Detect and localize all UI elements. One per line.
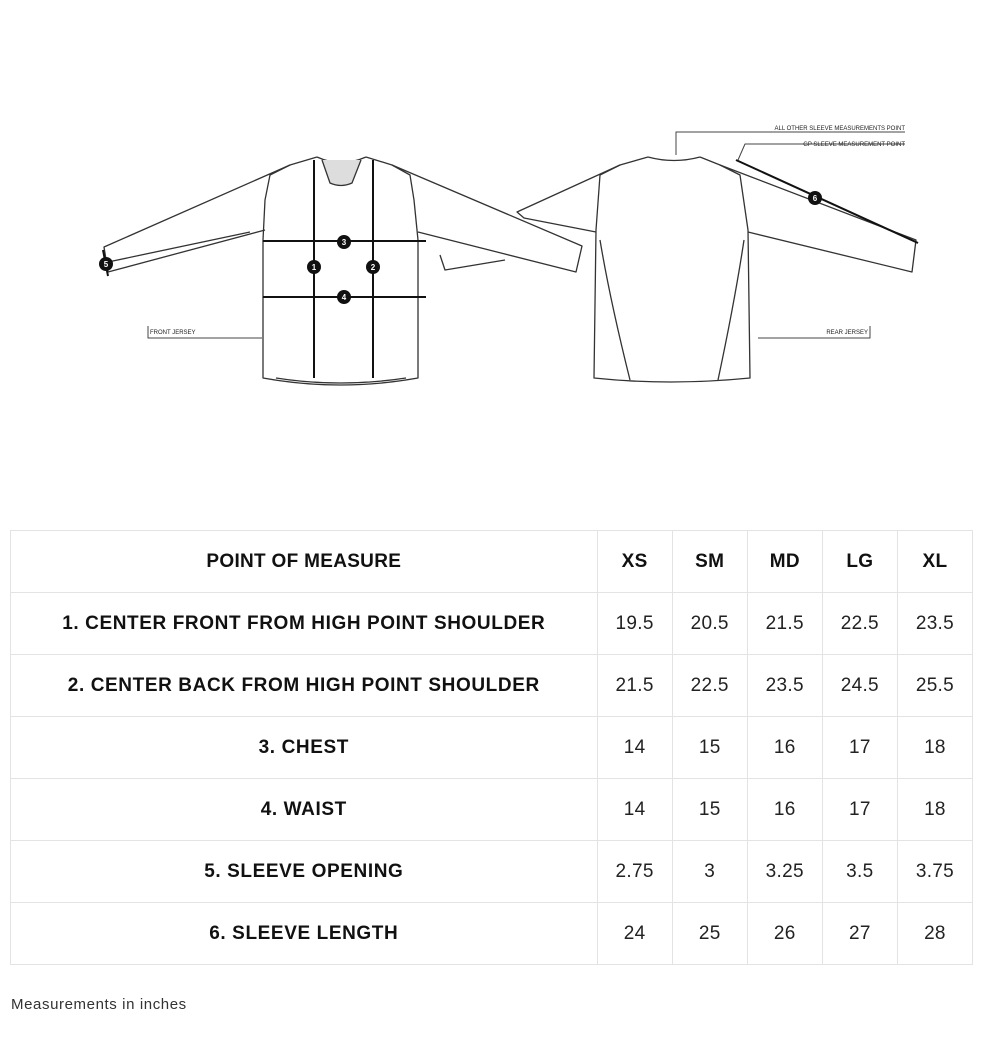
row-label: 6. SLEEVE LENGTH [11, 903, 598, 965]
marker-1 [307, 260, 321, 274]
row-label: 5. SLEEVE OPENING [11, 841, 598, 903]
cell-value: 2.75 [597, 841, 672, 903]
cell-value: 16 [747, 779, 822, 841]
table-row [11, 779, 973, 841]
cell-value: 21.5 [597, 655, 672, 717]
cell-value: 28 [897, 903, 972, 965]
rear-jersey-illustration [517, 132, 918, 382]
sleeve-point-all-label: ALL OTHER SLEEVE MEASUREMENTS POINT [774, 126, 905, 132]
cell-value: 14 [597, 779, 672, 841]
header-size-sm: SM [672, 531, 747, 593]
table-row [11, 593, 973, 655]
cell-value: 3.75 [897, 841, 972, 903]
cell-value: 14 [597, 717, 672, 779]
svg-text:1: 1 [311, 263, 317, 272]
cell-value: 24 [597, 903, 672, 965]
svg-text:6: 6 [812, 194, 818, 203]
svg-text:5: 5 [103, 260, 109, 269]
row-label: 4. WAIST [11, 779, 598, 841]
cell-value: 15 [672, 779, 747, 841]
marker-3 [337, 235, 351, 249]
header-size-xs: XS [597, 531, 672, 593]
marker-6 [808, 191, 822, 205]
front-jersey-label: FRONT JERSEY [150, 330, 196, 336]
cell-value: 22.5 [672, 655, 747, 717]
cell-value: 25.5 [897, 655, 972, 717]
cell-value: 20.5 [672, 593, 747, 655]
cell-value: 3.5 [822, 841, 897, 903]
cell-value: 18 [897, 717, 972, 779]
cell-value: 17 [822, 779, 897, 841]
cell-value: 24.5 [822, 655, 897, 717]
table-row [11, 903, 973, 965]
size-chart-table [10, 530, 973, 965]
cell-value: 25 [672, 903, 747, 965]
table-header-row [11, 531, 973, 593]
cell-value: 19.5 [597, 593, 672, 655]
measurement-units-note: Measurements in inches [11, 996, 187, 1013]
cell-value: 17 [822, 717, 897, 779]
cell-value: 3.25 [747, 841, 822, 903]
cell-value: 23.5 [897, 593, 972, 655]
rear-jersey-label: REAR JERSEY [826, 330, 868, 336]
cell-value: 23.5 [747, 655, 822, 717]
marker-5 [99, 257, 113, 271]
svg-text:4: 4 [341, 293, 347, 302]
cell-value: 22.5 [822, 593, 897, 655]
cell-value: 27 [822, 903, 897, 965]
header-size-md: MD [747, 531, 822, 593]
svg-text:3: 3 [341, 238, 347, 247]
marker-4 [337, 290, 351, 304]
jersey-measurement-diagram [0, 0, 986, 500]
cell-value: 16 [747, 717, 822, 779]
cell-value: 18 [897, 779, 972, 841]
row-label: 2. CENTER BACK FROM HIGH POINT SHOULDER [11, 655, 598, 717]
table-row [11, 717, 973, 779]
svg-text:2: 2 [370, 263, 376, 272]
cell-value: 15 [672, 717, 747, 779]
header-size-xl: XL [897, 531, 972, 593]
table-row [11, 655, 973, 717]
cell-value: 26 [747, 903, 822, 965]
row-label: 3. CHEST [11, 717, 598, 779]
sleeve-point-gp-label: GP SLEEVE MEASUREMENT POINT [803, 142, 905, 148]
cell-value: 21.5 [747, 593, 822, 655]
cell-value: 3 [672, 841, 747, 903]
row-label: 1. CENTER FRONT FROM HIGH POINT SHOULDER [11, 593, 598, 655]
table-row [11, 841, 973, 903]
marker-2 [366, 260, 380, 274]
front-jersey-illustration [103, 157, 582, 385]
header-point-of-measure: POINT OF MEASURE [11, 531, 598, 593]
header-size-lg: LG [822, 531, 897, 593]
